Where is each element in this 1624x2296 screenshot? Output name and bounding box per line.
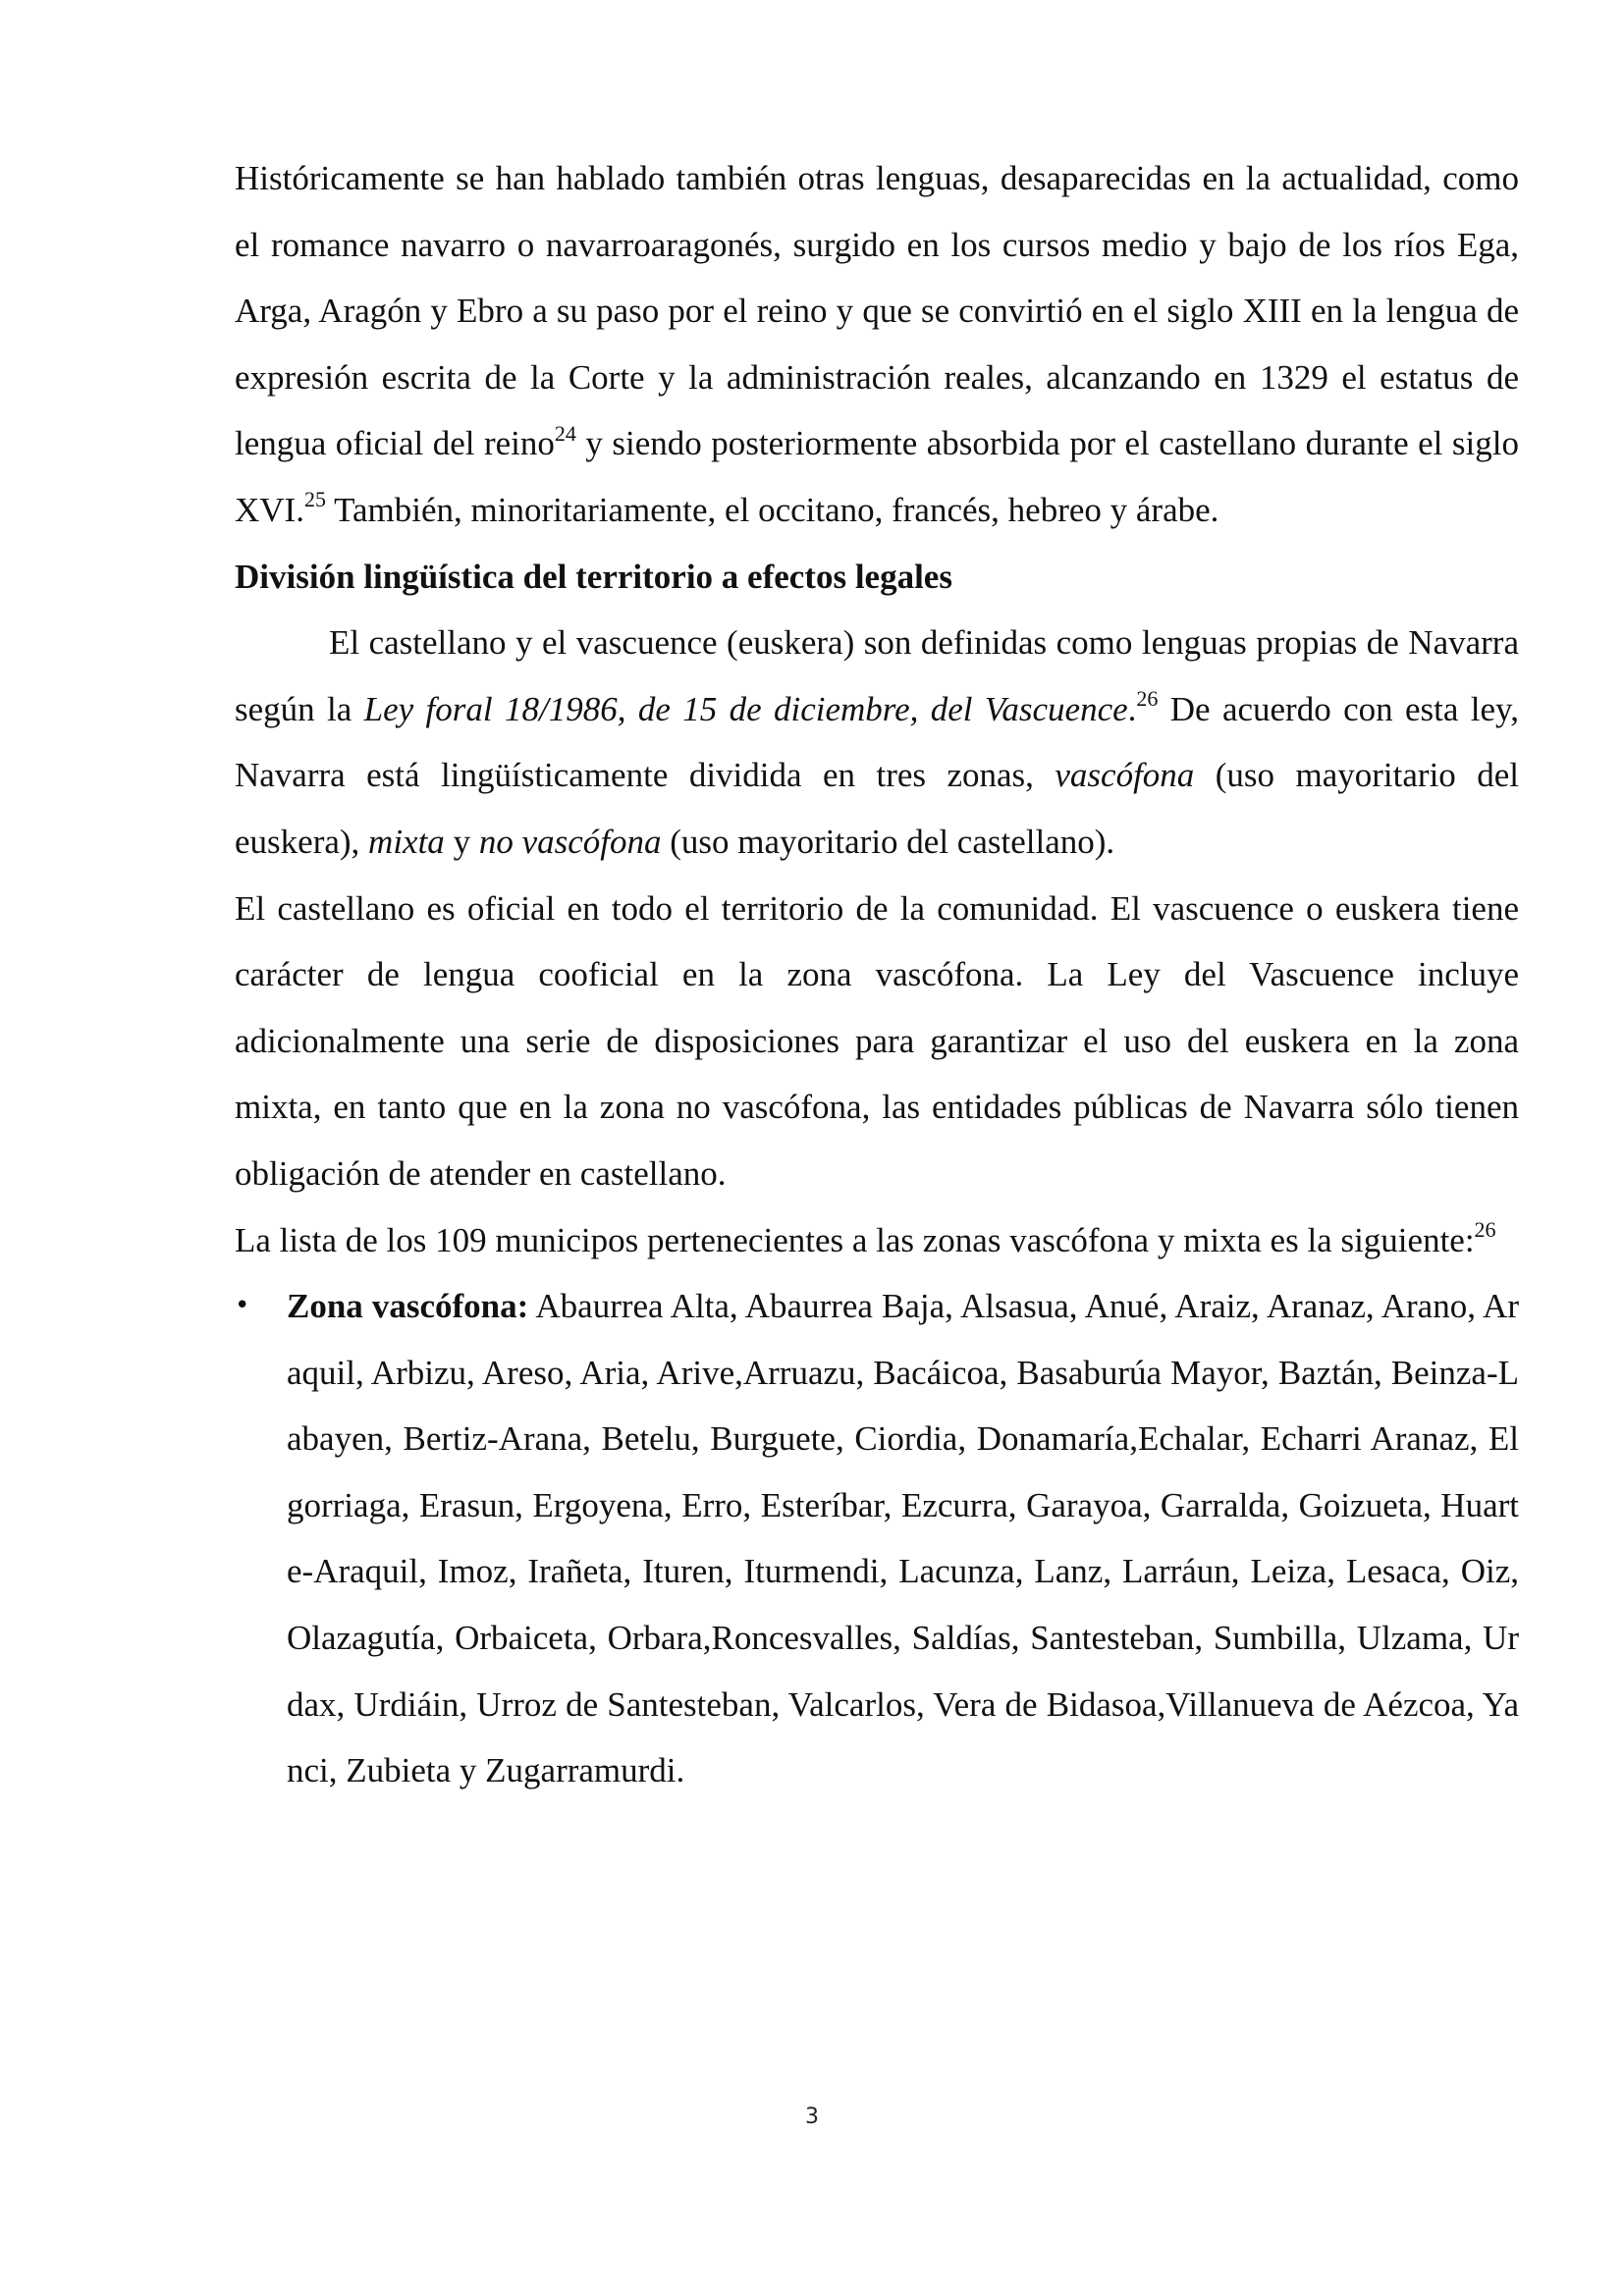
section-heading: División lingüística del territorio a efectos legales bbox=[235, 557, 952, 596]
document-page bbox=[235, 145, 1519, 1804]
paragraph-text: El castellano y el vascuence (euskera) son definidas como lenguas propias de Navarra según la bbox=[235, 623, 1519, 728]
paragraph-text: La lista de los 109 municipos pertenecientes a las zonas vascófona y mixta es la siguiente: bbox=[235, 1220, 1475, 1259]
list-item-text: Abaurrea Alta, Abaurrea Baja, Alsasua, Anué, Araiz, Aranaz, Arano, Araquil, Arbizu, Areso, Aria, Arive,Arruazu, Bacáicoa, Basaburúa Mayor, Baztán, Beinza-Labayen, Bertiz-Arana, Betelu, Burguete, Ciordia, Donamaría,Echalar, Echarri Aranaz, Elgorriaga, Erasun, Ergoyena, Erro, Esteríbar, Ezcurra, Garayoa, Garralda, Goizueta, Huarte-Araquil, Imoz, Irañeta, Ituren, Iturmendi, Lacunza, Lanz, Larráun, Leiza, Lesaca, Oiz, Olazagutía, Orbaiceta, Orbara,Roncesvalles, Saldías, Santesteban, Sumbilla, Ulzama, Urdax, Urdiáin, Urroz de Santesteban, Valcarlos, Vera de Bidasoa,Villanueva de Aézcoa, Yanci, Zubieta y Zugarramurdi. bbox=[287, 1287, 1519, 1790]
paragraph-text: y bbox=[444, 822, 479, 861]
paragraph-text: Históricamente se han hablado también otras lenguas, desaparecidas en la actualidad, como el romance navarro o navarroaragonés, surgido en los cursos medio y bajo de los ríos Ega, Arga, Aragón y Ebro a su paso por el reino y que se convirtió en el siglo XIII en la lengua de expresión escrita de la Corte y la administración reales, alcanzando en 1329 el estatus de lengua oficial del reino bbox=[235, 159, 1519, 463]
paragraph-text: También, minoritariamente, el occitano, francés, hebreo y árabe. bbox=[325, 490, 1219, 529]
paragraph-text: y siendo posteriormente absorbida por el castellano durante el siglo XVI. bbox=[235, 424, 1519, 529]
paragraph-historical-languages bbox=[235, 145, 1519, 544]
paragraph-text: . bbox=[1127, 689, 1137, 728]
zone-name-mixta: mixta bbox=[368, 822, 445, 861]
paragraph-text: (uso mayoritario del castellano). bbox=[661, 822, 1115, 861]
paragraph-official-status: El castellano es oficial en todo el territorio de la comunidad. El vascuence o euskera tiene carácter de lengua cooficial en la zona vascófona. La Ley del Vascuence incluye adicionalmente una serie de disposiciones para garantizar el uso del euskera en la zona mixta, en tanto que en la zona no vascófona, las entidades públicas de Navarra sólo tienen obligación de atender en castellano. bbox=[235, 888, 1519, 1193]
zone-name-no-vascofona: no vascófona bbox=[478, 822, 662, 861]
paragraph-legal-languages bbox=[235, 610, 1519, 875]
list-item-zona-vascofona bbox=[287, 1273, 1519, 1804]
paragraph-municipality-list-intro bbox=[235, 1207, 1519, 1274]
page-number: 3 bbox=[805, 2105, 819, 2129]
paragraph-text: (uso mayoritario del euskera), bbox=[235, 756, 1520, 861]
zone-list bbox=[235, 1273, 1519, 1804]
footnote-ref: 26 bbox=[1474, 1216, 1496, 1242]
law-title: Ley foral 18/1986, de 15 de diciembre, del Vascuence bbox=[363, 689, 1128, 728]
paragraph-text: De acuerdo con esta ley, Navarra está lingüísticamente dividida en tres zonas, bbox=[235, 689, 1519, 795]
list-item-label: Zona vascófona: bbox=[287, 1287, 529, 1326]
footnote-ref: 26 bbox=[1136, 686, 1159, 712]
zone-name-vascofona: vascófona bbox=[1055, 756, 1195, 795]
footnote-ref: 25 bbox=[303, 487, 326, 512]
footnote-ref: 24 bbox=[554, 420, 576, 446]
